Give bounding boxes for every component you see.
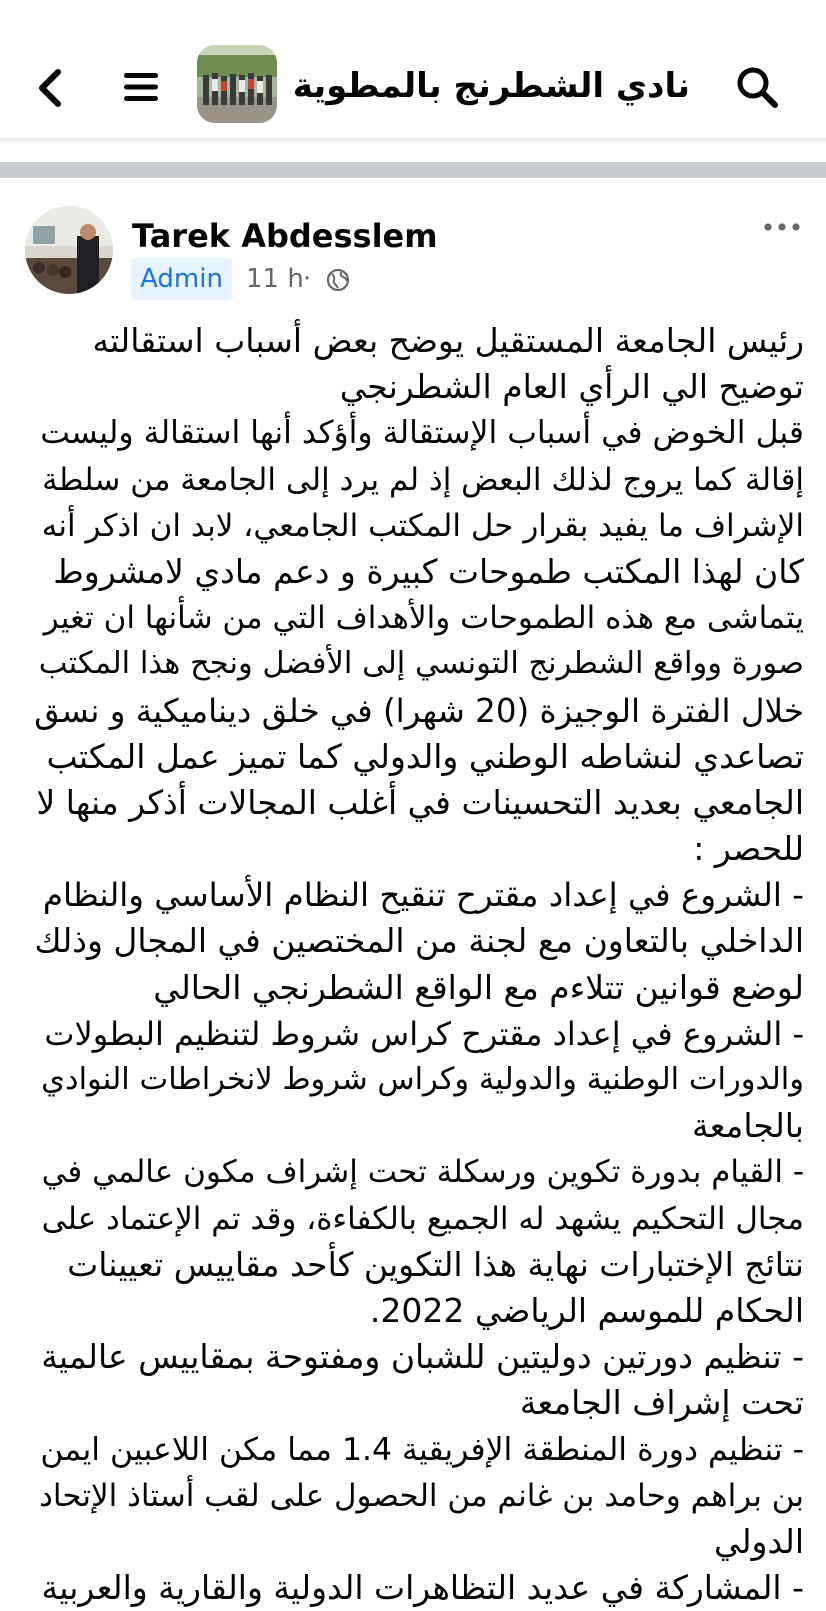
post-text-line: الحكام للموسم الرياضي 2022.: [369, 1290, 804, 1330]
globe-icon: [326, 268, 350, 292]
post-text-line: الإشراف ما يفيد بقرار حل المكتب الجامعي، لابد ان اذكر أنه: [41, 507, 804, 544]
back-arrow-icon[interactable]: [22, 60, 78, 116]
post-text-line: - المشاركة في عديد التظاهرات الدولية والقارية والعربية: [41, 1568, 804, 1608]
post-text-line: إقالة كما يروج لذلك البعض إذ لم يرد إلى الجامعة من سلطة: [42, 461, 804, 498]
post-text-line: لوضع قوانين تتلاءم مع الواقع الشطرنجي الحالي: [153, 967, 804, 1007]
feed-separator: [0, 162, 826, 178]
admin-badge: Admin: [131, 258, 232, 300]
post-text-line: للحصر :: [693, 829, 804, 869]
post-text-line: - الشروع في إعداد مقترح كراس شروط لتنظيم البطولات: [44, 1014, 804, 1053]
post-text-line: الداخلي بالتعاون مع لجنة من المختصين في المجال وذلك: [34, 921, 804, 961]
search-icon[interactable]: [728, 58, 786, 116]
post-text-line: - القيام بدورة تكوين ورسكلة تحت إشراف مكون عالمي في: [41, 1154, 804, 1191]
post-timestamp[interactable]: 11 h: [246, 264, 304, 294]
top-bar: [0, 0, 826, 140]
post-text-line: تحت إشراف الجامعة: [519, 1383, 804, 1423]
group-avatar[interactable]: [197, 45, 277, 123]
post-text-line: - الشروع في إعداد مقترح تنقيح النظام الأساسي والنظام: [42, 876, 804, 915]
meta-separator: ·: [303, 264, 312, 294]
group-title[interactable]: نادي الشطرنج بالمطوية: [292, 66, 690, 106]
more-dots-icon[interactable]: [760, 212, 804, 242]
post-text-line: كان لهذا المكتب طموحات كبيرة و دعم مادي لامشروط: [53, 551, 804, 591]
post-text-line: بن براهم وحامد بن غانم من الحصول على لقب أستاذ الإتحاد: [39, 1477, 804, 1514]
post-text-line: الدولي: [713, 1521, 804, 1561]
post-text-line: رئيس الجامعة المستقيل يوضح بعض أسباب استقالته: [92, 321, 804, 360]
post-text-line: - تنظيم دورة المنطقة الإفريقية 1.4 مما مكن اللاعبين ايمن: [40, 1431, 804, 1468]
header-divider: [0, 138, 826, 144]
post-text-line: تصاعدي لنشاطه الوطني والدولي كما تميز عمل المكتب: [46, 736, 804, 776]
post-text-line: والدورات الوطنية والدولية وكراس شروط لانخراطات النوادي: [41, 1062, 804, 1097]
post-text-line: الجامعي بعديد التحسينات في أغلب المجالات أذكر منها لا: [36, 782, 804, 822]
post-text-line: مجال التحكيم يشهد له الجميع بالكفاءة، وقد تم الإعتماد على: [41, 1200, 804, 1237]
author-avatar[interactable]: [25, 206, 113, 294]
hamburger-menu-icon[interactable]: [112, 58, 170, 116]
author-name[interactable]: Tarek Abdesslem: [132, 217, 438, 255]
post-text-line: بالجامعة: [692, 1106, 804, 1146]
post-text-line: قبل الخوض في أسباب الإستقالة وأؤكد أنها استقالة وليست: [40, 415, 804, 452]
post-text-line: خلال الفترة الوجيزة (20 شهرا) في خلق ديناميكية و نسق: [34, 691, 804, 730]
post-text-line: صورة وواقع الشطرنج التونسي إلى الأفضل ونجح هذا المكتب: [38, 646, 804, 682]
post-text-line: يتماشى مع هذه الطموحات والأهداف التي من شأنها ان تغير: [43, 600, 804, 637]
post-text-line: توضيح الي الرأي العام الشطرنجي: [339, 367, 804, 407]
post-text-line: - تنظيم دورتين دوليتين للشبان ومفتوحة بمقاييس عالمية: [41, 1337, 804, 1377]
post-text-line: نتائج الإختبارات نهاية هذا التكوين كأحد مقاييس تعيينات: [67, 1244, 804, 1284]
post-body: [34, 318, 804, 1611]
